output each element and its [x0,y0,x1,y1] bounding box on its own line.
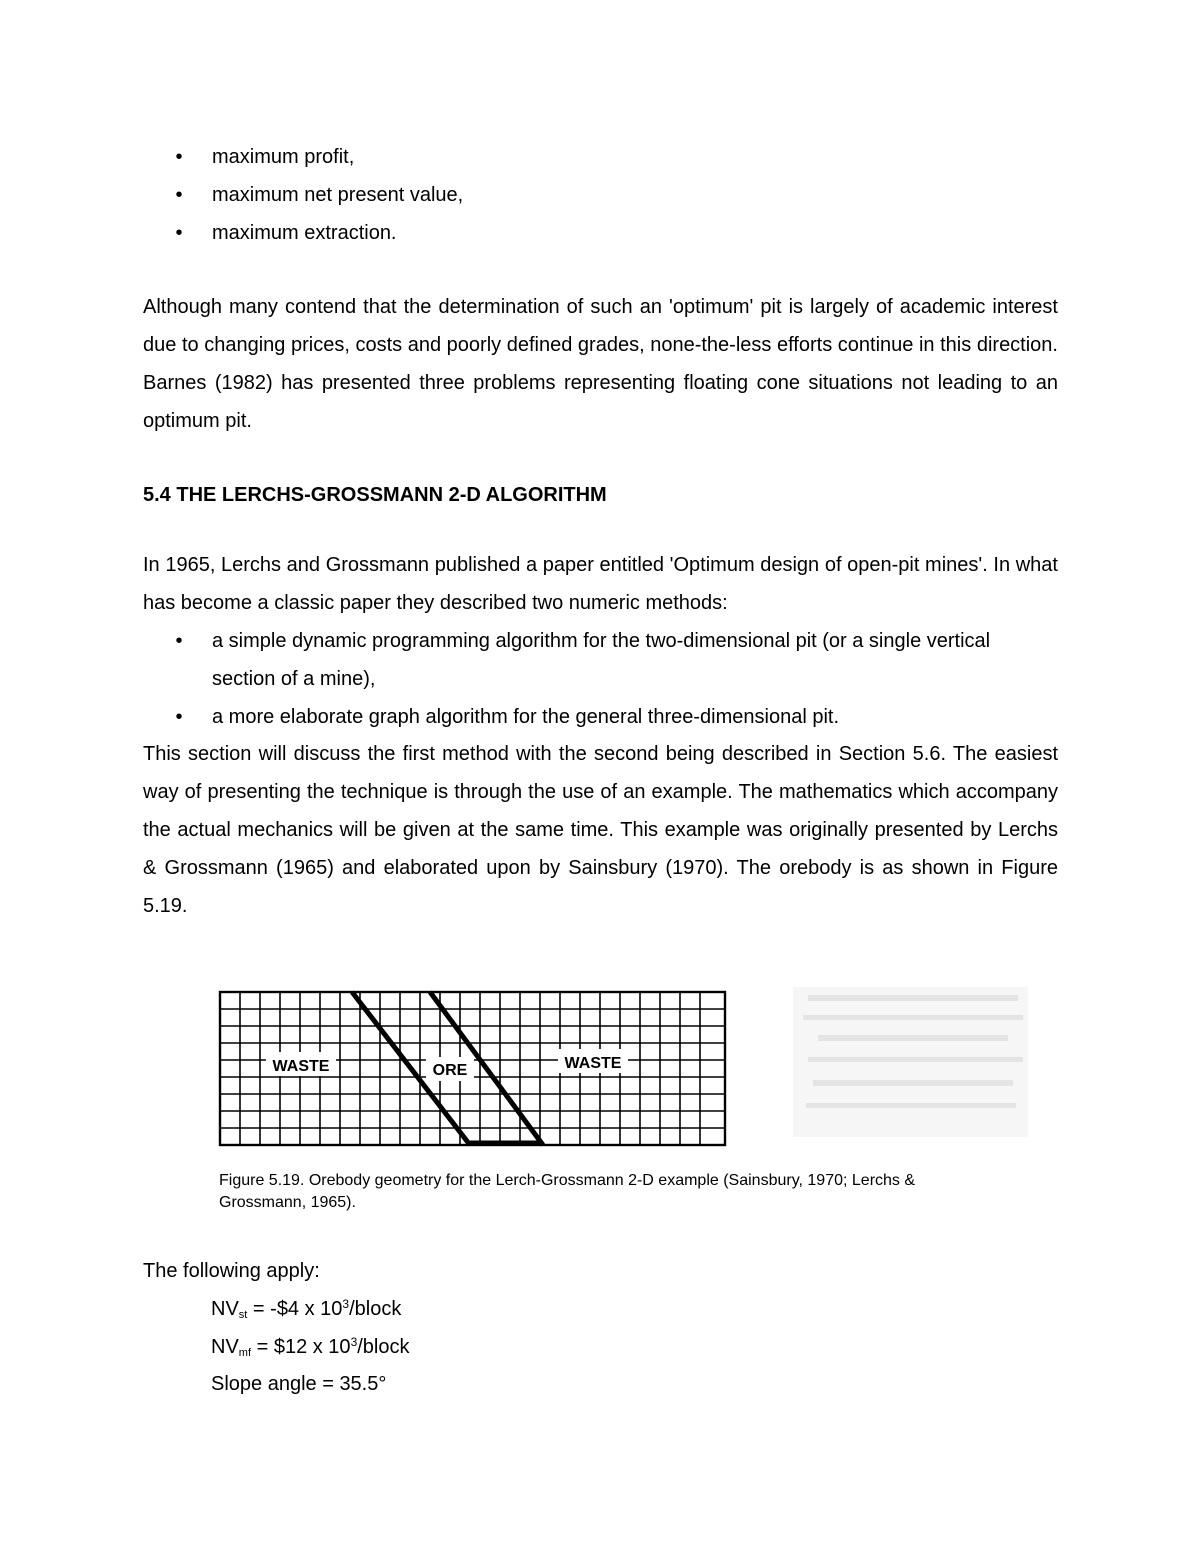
list-item: • a simple dynamic programming algorithm for the two-dimensional pit (or a single vertical section of a mine), [172,622,1058,698]
ore-label: ORE [432,1062,468,1079]
orebody-diagram [218,985,1038,1150]
bullet-icon: • [175,222,183,244]
bullet-icon: • [175,630,183,652]
equation-slope-angle: Slope angle = 35.5° [211,1373,387,1395]
method-list [172,622,1058,736]
paragraph-lerchs-grossmann: In 1965, Lerchs and Grossmann published a paper entitled 'Optimum design of open-pit mines'. In what has become a classic paper they described two numeric methods: [143,554,1058,614]
section-heading: 5.4 THE LERCHS-GROSSMANN 2-D ALGORITHM [143,484,607,506]
faded-scan-artifact [793,987,1028,1137]
waste-right-label: WASTE [564,1055,622,1072]
paragraph-example: This section will discuss the first method with the second being described in Section 5.6. The easiest way of presenting the technique is through the use of an example. The mathematics which accompany the actual mechanics will be given at the same time. This example was originally presented by Lerchs & Grossmann (1965) and elaborated upon by Sainsbury (1970). The orebody is as shown in Figure 5.19. [143,743,1058,917]
paragraph-optimum-pit: Although many contend that the determination of such an 'optimum' pit is largely of academic interest due to changing prices, costs and poorly defined grades, none-the-less efforts continue in this direction. Barnes (1982) has presented three problems representing floating cone situations not leading to an optimum pit. [143,296,1058,432]
list-item: • maximum profit, [172,138,463,176]
list-item: • maximum extraction. [172,214,463,252]
bullet-icon: • [175,706,183,728]
apply-intro: The following apply: [143,1260,320,1282]
equation-nv-st: $NV_{st}$ = -$4 x $10^3$/block [211,1297,402,1321]
list-item: • maximum net present value, [172,176,463,214]
bullet-icon: • [175,184,183,206]
figure-caption: Figure 5.19. Orebody geometry for the Lerch-Grossmann 2-D example (Sainsbury, 1970; Lerchs & Grossmann, 1965). [219,1172,916,1211]
waste-left-label: WASTE [272,1058,330,1075]
list-item: • a more elaborate graph algorithm for the general three-dimensional pit. [172,698,1058,736]
objective-list [172,138,463,252]
orebody-figure [218,985,1038,1150]
equation-nv-mf: $NV_{mf}$ = $12 x $10^3$/block [211,1335,410,1359]
bullet-icon: • [175,146,183,168]
